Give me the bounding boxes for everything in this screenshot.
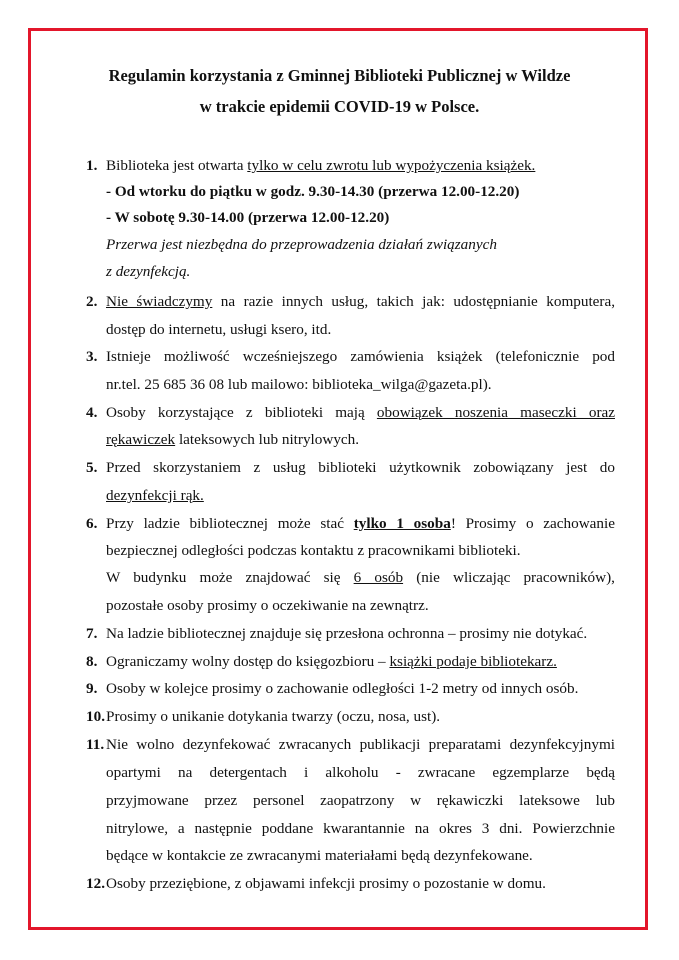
item-1-text: Biblioteka jest otwarta: [106, 157, 248, 174]
item-10-number: 10.: [86, 708, 105, 725]
item-2-text: na razie innych usług, takich jak: udostępnianie komputera,: [212, 293, 616, 310]
item-3-line-1: Istnieje możliwość wcześniejszego zamówienia książek (telefonicznie pod: [106, 348, 615, 365]
item-8-number: 8.: [86, 653, 98, 670]
item-11-line-4: nitrylowe, a następnie poddane kwarantannie na okres 3 dni. Powierzchnie: [106, 820, 615, 837]
item-1-number: 1.: [86, 157, 98, 174]
item-6-line-2: bezpiecznej odległości podczas kontaktu z pracownikami biblioteki.: [106, 542, 521, 559]
item-12-number: 12.: [86, 875, 105, 892]
item-1-line-4: Przerwa jest niezbędna do przeprowadzenia działań związanych: [106, 236, 497, 253]
item-5-line-2: dezynfekcji rąk.: [106, 487, 204, 504]
item-6-text: Przy ladzie bibliotecznej może stać: [106, 515, 354, 532]
item-9-line-1: Osoby w kolejce prosimy o zachowanie odległości 1-2 metry od innych osób.: [106, 680, 579, 697]
item-2-line-1: [106, 292, 615, 311]
item-5-line-1: Przed skorzystaniem z usług biblioteki użytkownik zobowiązany jest do: [106, 459, 615, 476]
item-2-number: 2.: [86, 293, 98, 310]
item-9-number: 9.: [86, 680, 98, 697]
item-8-underlined: książki podaje bibliotekarz.: [389, 653, 557, 670]
item-1-underlined: tylko w celu zwrotu lub wypożyczenia książek.: [247, 157, 536, 174]
item-11-line-3: przyjmowane przez personel zaopatrzony w rękawiczki lateksowe lub: [106, 792, 615, 809]
item-4-underlined: obowiązek noszenia maseczki oraz: [376, 404, 615, 421]
item-6-line-1: [106, 514, 615, 533]
item-11-number: 11.: [86, 736, 105, 753]
item-6-line-3: [106, 568, 615, 587]
item-11-line-2: opartymi na detergentach i alkoholu - zwracane egzemplarze będą: [106, 764, 615, 781]
item-4-underlined-2: rękawiczek: [106, 431, 176, 448]
item-1-line-3: - W sobotę 9.30-14.00 (przerwa 12.00-12.20): [106, 209, 390, 226]
item-6-underlined: 6 osób: [353, 569, 404, 586]
item-4-number: 4.: [86, 404, 98, 421]
item-6-text-2: ! Prosimy o zachowanie: [450, 515, 615, 532]
title-line-1: Regulamin korzystania z Gminnej Biblioteki Publicznej w Wildze: [108, 66, 571, 85]
item-11-line-1: Nie wolno dezynfekować zwracanych publikacji preparatami dezynfekcyjnymi: [106, 736, 615, 753]
item-12-line-1: Osoby przeziębione, z objawami infekcji prosimy o pozostanie w domu.: [106, 875, 546, 892]
item-8-text: Ograniczamy wolny dostęp do księgozbioru –: [106, 653, 390, 670]
title-line-2: w trakcie epidemii COVID-19 w Polsce.: [199, 97, 480, 116]
item-1-line-5: z dezynfekcją.: [106, 263, 191, 280]
item-1-line-2: - Od wtorku do piątku w godz. 9.30-14.30 (przerwa 12.00-12.20): [106, 183, 520, 200]
item-4-line-1: [106, 403, 615, 422]
item-10-line-1: Prosimy o unikanie dotykania twarzy (oczu, nosa, ust).: [106, 708, 441, 725]
item-6-text-4: (nie wliczając pracowników),: [403, 569, 615, 586]
item-7-number: 7.: [86, 625, 98, 642]
item-6-text-3: W budynku może znajdować się: [106, 569, 354, 586]
item-11-line-5: będące w kontakcie ze zwracanymi materiałami będą dezynfekowane.: [106, 847, 533, 864]
item-3-line-2: nr.tel. 25 685 36 08 lub mailowo: biblioteka_wilga@gazeta.pl).: [106, 376, 492, 393]
item-4-line-2: [106, 430, 359, 449]
item-4-text-2: lateksowych lub nitrylowych.: [175, 431, 360, 448]
item-7-line-1: Na ladzie bibliotecznej znajduje się przesłona ochronna – prosimy nie dotykać.: [106, 625, 588, 642]
item-6-bold: tylko 1 osoba: [353, 515, 451, 532]
item-2-underlined: Nie świadczymy: [106, 293, 213, 310]
item-6-line-4: pozostałe osoby prosimy o oczekiwanie na zewnątrz.: [106, 597, 429, 614]
item-6-number: 6.: [86, 515, 98, 532]
item-2-line-2: dostęp do internetu, usługi ksero, itd.: [106, 321, 332, 338]
item-4-text: Osoby korzystające z biblioteki mają: [106, 404, 377, 421]
item-5-number: 5.: [86, 459, 98, 476]
item-1-line-1: [106, 156, 535, 175]
item-3-number: 3.: [86, 348, 98, 365]
item-8-line-1: [106, 652, 557, 671]
